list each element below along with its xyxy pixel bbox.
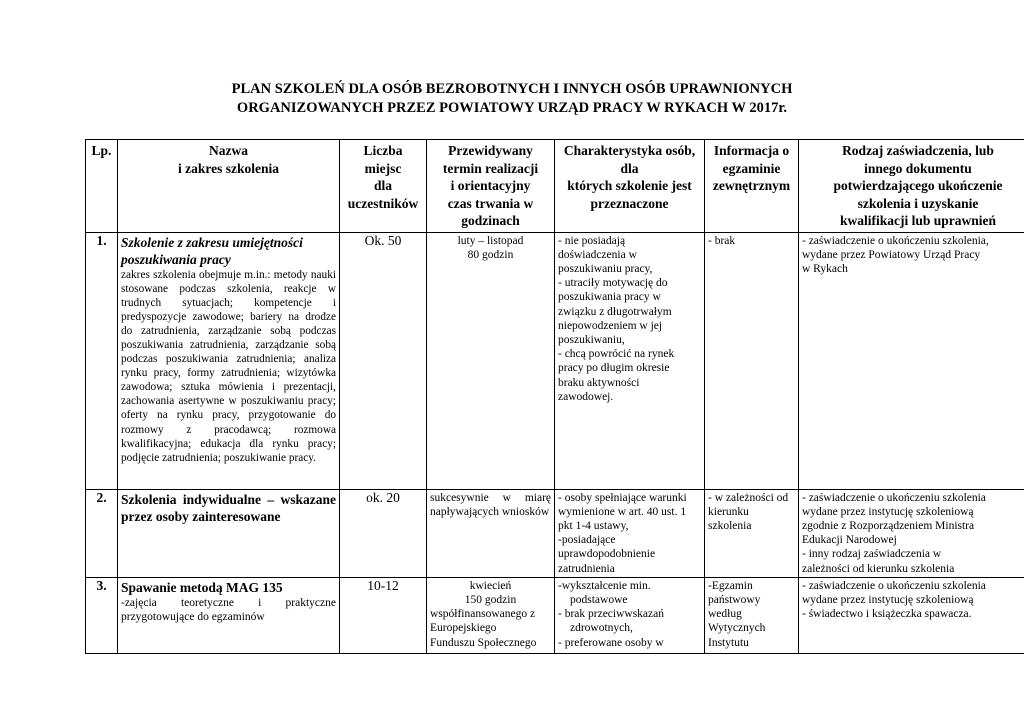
title-line-1: PLAN SZKOLEŃ DLA OSÓB BEZROBOTNYCH I INNYCH OSÓB UPRAWNIONYCH <box>231 81 793 97</box>
row-lp: 3. <box>86 577 118 653</box>
header-row <box>86 140 1024 233</box>
row-characteristics: - osoby spełniające warunki wymienione w art. 40 ust. 1 pkt 1-4 ustawy, -posiadające uprawdopodobnienie zatrudnienia <box>555 489 705 577</box>
training-title: Spawanie metodą MAG 135 <box>121 579 283 595</box>
row-name <box>118 489 340 577</box>
training-description: zakres szkolenia obejmuje m.in.: metody nauki stosowane podczas szkolenia, reakcje w trudnych sytuacjach; kompetencje i predyspozycje zawodowe; bariery na drodze do zatrudnienia, zarządzanie sobą podczas poszukiwania zatrudnienia, zarządzanie sobą podczas poszukiwania zatrudnienia; analiza rynku pracy, formy zatrudnienia; wizytówka zawodowa; sztuka mówienia i prezentacji, zachowania asertywne w poszukiwaniu pracy; oferty na rynku pracy, przygotowanie do rozmowy z pracodawcą; rozmowa kwalifikacyjna; edukacja dla rynku pracy; podjęcie zatrudnienia; poszukiwanie pracy. <box>121 268 336 464</box>
table-row <box>86 489 1024 577</box>
header-certificate: Rodzaj zaświadczenia, lub innego dokumentu potwierdzającego ukończenie szkolenia i uzyskanie kwalifikacji lub uprawnień <box>799 140 1024 233</box>
row-count: 10-12 <box>340 577 427 653</box>
training-description: -zajęcia teoretyczne i praktyczne przygotowujące do egzaminów <box>121 596 336 623</box>
row-certificate: - zaświadczenie o ukończeniu szkolenia, wydane przez Powiatowy Urząd Pracy w Rykach <box>799 232 1024 489</box>
header-characteristics: Charakterystyka osób, dla których szkolenie jest przeznaczone <box>555 140 705 233</box>
row-count: ok. 20 <box>340 489 427 577</box>
row-name <box>118 577 340 653</box>
row-exam: - w zależności od kierunku szkolenia <box>705 489 799 577</box>
row-term: sukcesywnie w miarę napływających wniosków <box>427 489 555 577</box>
row-certificate: - zaświadczenie o ukończeniu szkolenia wydane przez instytucję szkoleniową zgodnie z Rozporządzeniem Ministra Edukacji Narodowej - inny rodzaj zaświadczenia w zależności od kierunku szkolenia <box>799 489 1024 577</box>
row-lp: 1. <box>86 232 118 489</box>
row-term: luty – listopad 80 godzin <box>427 232 555 489</box>
row-count: Ok. 50 <box>340 232 427 489</box>
row-characteristics: -wykształcenie min. podstawowe - brak przeciwwskazań zdrowotnych, - preferowane osoby w <box>555 577 705 653</box>
table-row <box>86 577 1024 653</box>
row-exam: -Egzamin państwowy według Wytycznych Instytutu <box>705 577 799 653</box>
row-characteristics: - nie posiadają doświadczenia w poszukiwaniu pracy, - utraciły motywację do poszukiwania pracy w związku z długotrwałym niepowodzeniem w jej poszukiwaniu, - chcą powrócić na rynek pracy po długim okresie braku aktywności zawodowej. <box>555 232 705 489</box>
row-name <box>118 232 340 489</box>
row-lp: 2. <box>86 489 118 577</box>
header-exam: Informacja o egzaminie zewnętrznym <box>705 140 799 233</box>
document-title <box>0 80 1024 118</box>
header-name: Nazwa i zakres szkolenia <box>118 140 340 233</box>
table-row <box>86 232 1024 489</box>
training-title: Szkolenie z zakresu umiejętności poszukiwania pracy <box>121 234 303 267</box>
title-line-2: ORGANIZOWANYCH PRZEZ POWIATOWY URZĄD PRACY W RYKACH W 2017r. <box>236 100 788 116</box>
header-lp: Lp. <box>86 140 118 233</box>
training-plan-table <box>85 139 1024 654</box>
training-title: Szkolenia indywidualne – wskazane przez osoby zainteresowane <box>121 491 336 524</box>
row-exam: - brak <box>705 232 799 489</box>
row-term: kwiecień 150 godzin współfinansowanego z Europejskiego Funduszu Społecznego <box>427 577 555 653</box>
row-certificate: - zaświadczenie o ukończeniu szkolenia wydane przez instytucję szkoleniową - świadectwo i książeczka spawacza. <box>799 577 1024 653</box>
header-count: Liczba miejsc dla uczestników <box>340 140 427 233</box>
header-term: Przewidywany termin realizacji i orientacyjny czas trwania w godzinach <box>427 140 555 233</box>
